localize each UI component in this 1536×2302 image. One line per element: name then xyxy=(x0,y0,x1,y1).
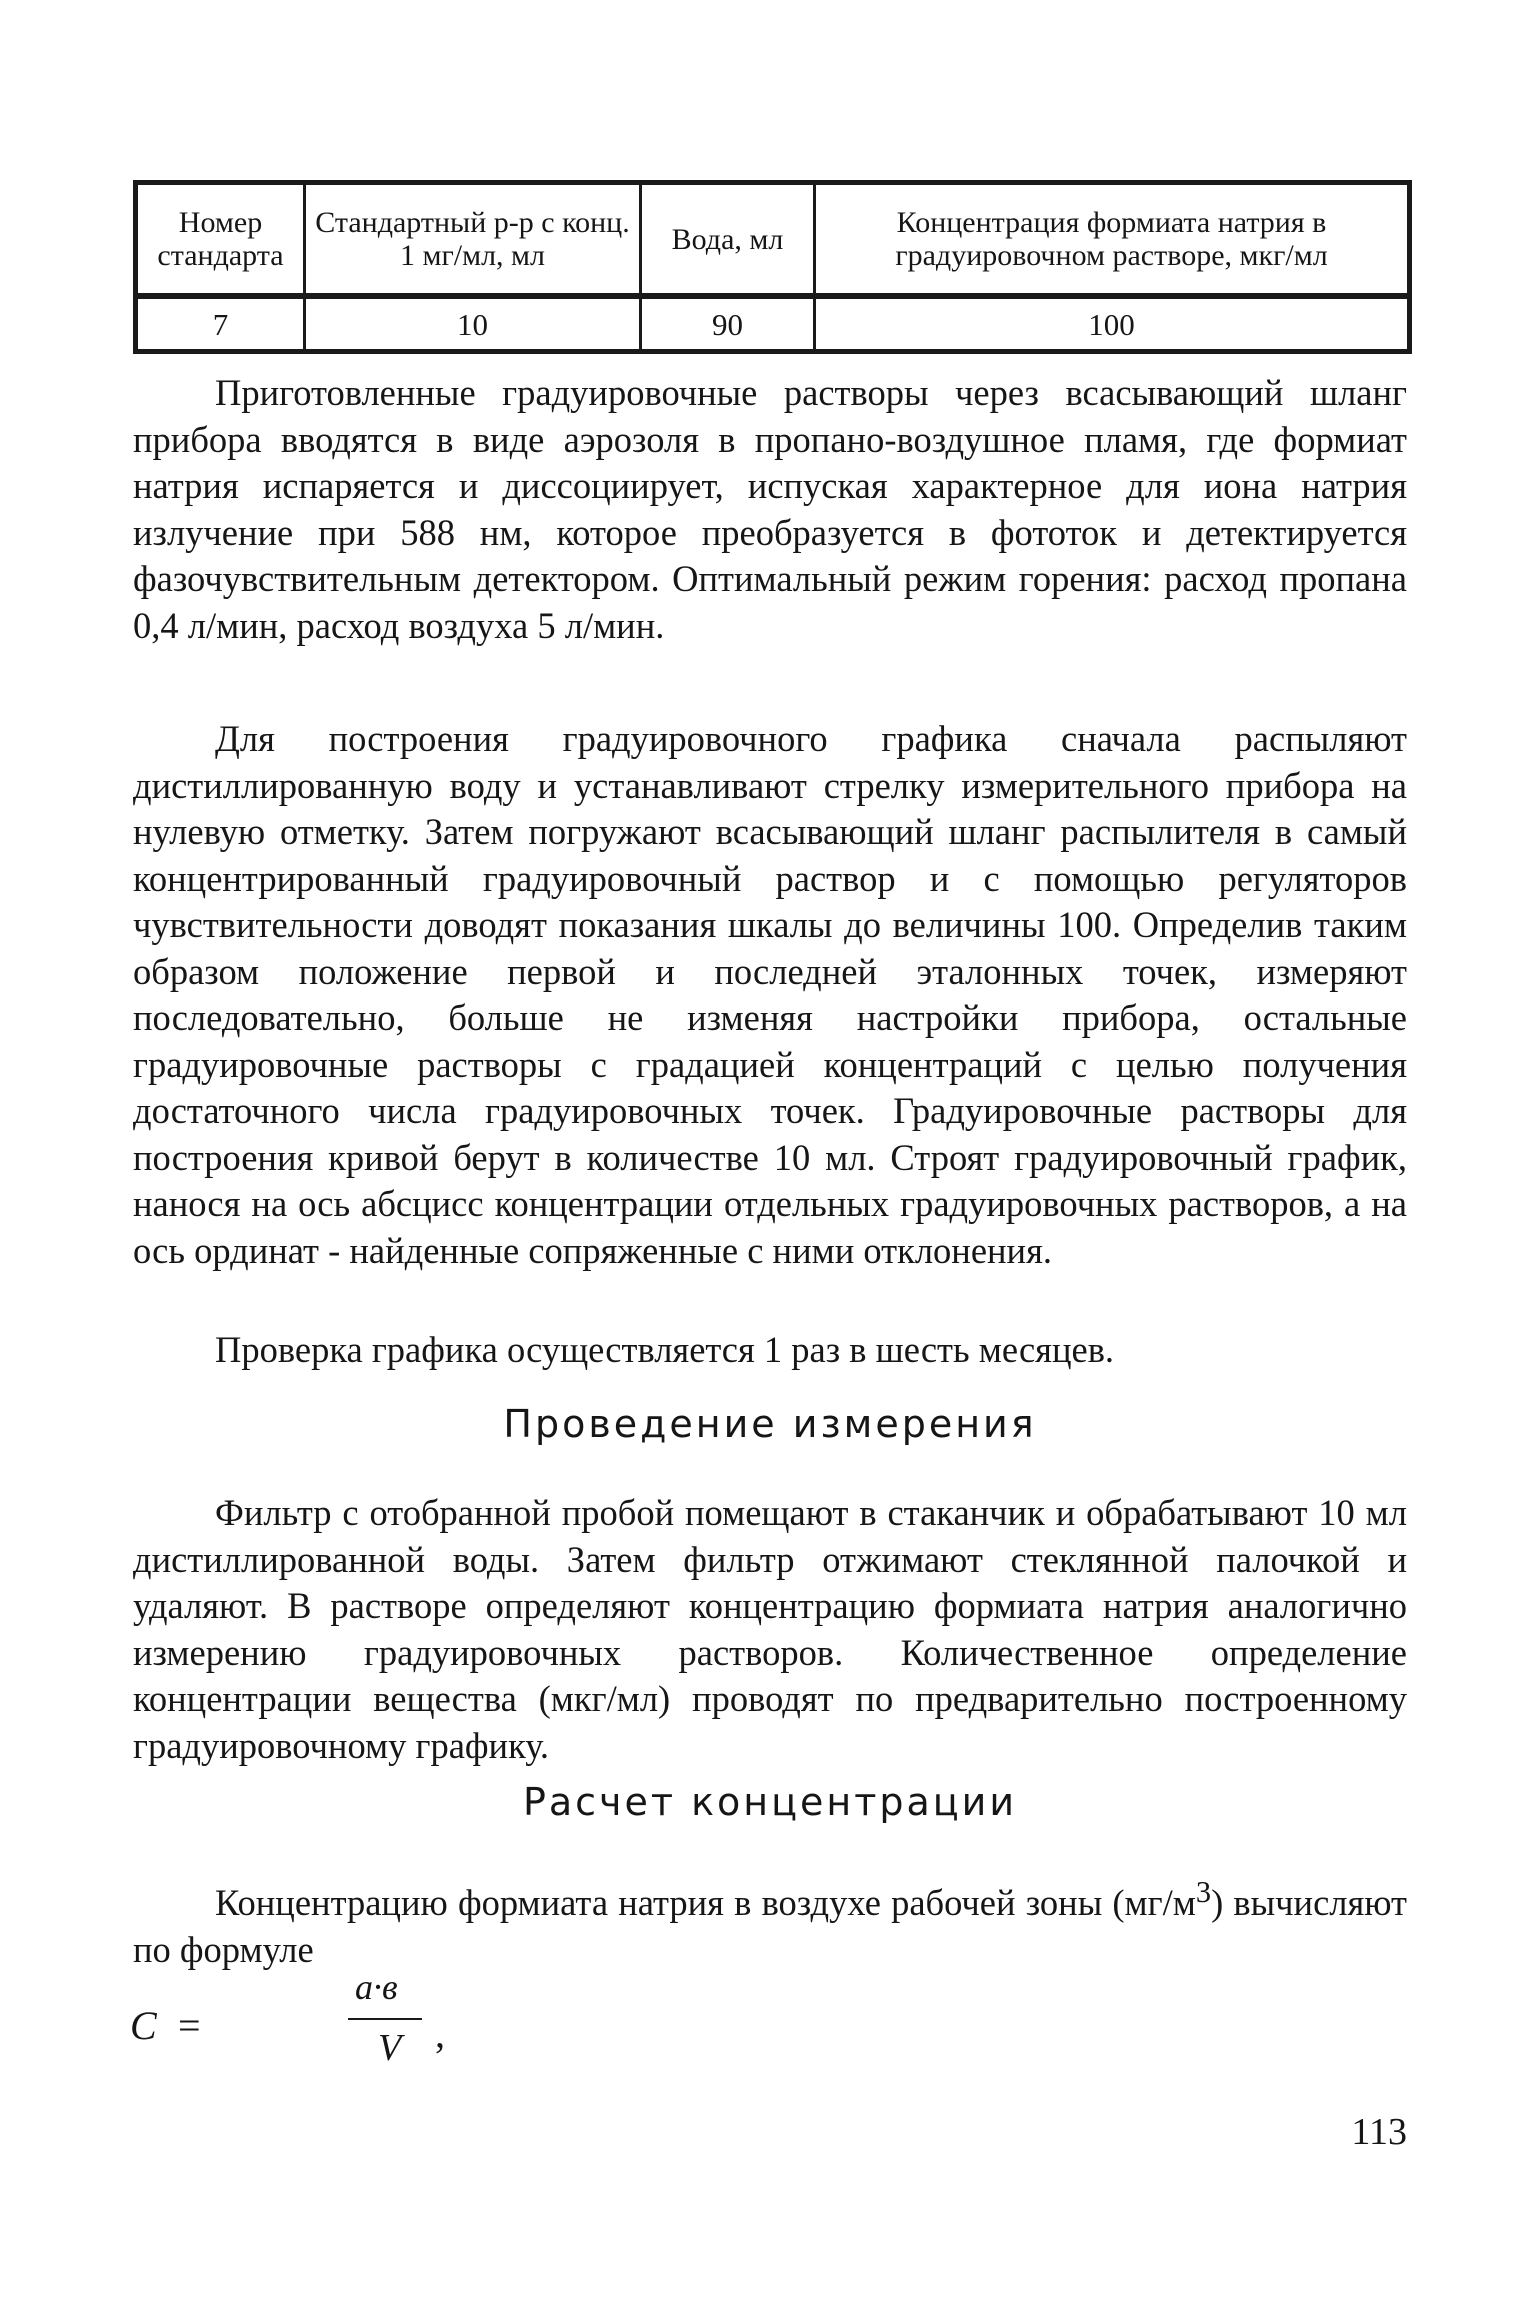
standards-table xyxy=(133,180,1412,354)
fraction-bar xyxy=(348,2018,422,2020)
paragraph-check: Проверка графика осуществляется 1 раз в шесть месяцев. xyxy=(215,1329,1115,1370)
header-standard-number: Номер стандарта xyxy=(136,183,305,297)
header-concentration: Концентрация формиата натрия в градуировочном растворе, мкг/мл xyxy=(815,183,1410,297)
formula-numerator: a·в xyxy=(355,1967,398,2007)
section-heading-calculation: Расчет концентрации xyxy=(522,1780,1018,1824)
paragraph-calibration: Для построения градуировочного графика сначала распыляют дистиллированную воду и устанавливают стрелку измерительного прибора на нулевую отметку. Затем погружают всасывающий шланг распылителя в самый концентрированный градуировочный раствор и с помощью регуляторов чувствительности доводят показания шкалы до величины 100. Определив таким образом положение первой и последней эталонных точек, измеряют последовательно, больше не изменяя настройки прибора, остальные градуировочные растворы с градацией концентраций с целью получения достаточного числа градуировочных точек. Градуировочные растворы для построения кривой берут в количестве 10 мл. Строят градуировочный график, нанося на ось абсцисс концентрации отдельных градуировочных растворов, а на ось ординат - найденные сопряженные с ними отклонения. xyxy=(133,718,1407,1271)
formula-denominator: V xyxy=(378,2027,402,2069)
table-row xyxy=(136,296,1410,352)
superscript-three: 3 xyxy=(1195,1875,1212,1909)
calc-text-end: ) вычисляют по формуле xyxy=(133,1882,1408,1970)
table-cell: 10 xyxy=(305,296,641,352)
paragraph-calculation xyxy=(133,1869,1407,1973)
page-number: 113 xyxy=(1351,2111,1407,2153)
section-heading-measurement: Проведение измерения xyxy=(503,1402,1037,1446)
paragraph-preparation: Приготовленные градуировочные растворы через всасывающий шланг прибора вводятся в виде аэрозоля в пропано-воздушное пламя, где формиат натрия испаряется и диссоциирует, испуская характерное для иона натрия излучение при 588 нм, которое преобразуется в фототок и детектируется фазочувствительным детектором. Оптимальный режим горения: расход пропана 0,4 л/мин, расход воздуха 5 л/мин. xyxy=(133,372,1407,646)
formula-lhs: C xyxy=(130,2003,157,2048)
formula-equals: = xyxy=(178,2003,201,2048)
table-cell: 90 xyxy=(641,296,815,352)
paragraph-measurement: Фильтр с отобранной пробой помещают в стаканчик и обрабатывают 10 мл дистиллированной воды. Затем фильтр отжимают стеклянной палочкой и удаляют. В растворе определяют концентрацию формиата натрия аналогично измерению градуировочных растворов. Количественное определение концентрации вещества (мкг/мл) проводят по предварительно построенному градуировочному графику. xyxy=(133,1492,1407,1766)
header-water: Вода, мл xyxy=(641,183,815,297)
table-header-row xyxy=(136,183,1410,297)
concentration-formula xyxy=(130,1960,445,2090)
header-standard-solution: Стандартный р-р с конц. 1 мг/мл, мл xyxy=(305,183,641,297)
table-cell: 100 xyxy=(815,296,1410,352)
formula-trailing-comma: , xyxy=(435,2011,445,2056)
table-cell: 7 xyxy=(136,296,305,352)
calc-text-start: Концентрацию формиата натрия в воздухе рабочей зоны (мг/м xyxy=(215,1882,1196,1924)
